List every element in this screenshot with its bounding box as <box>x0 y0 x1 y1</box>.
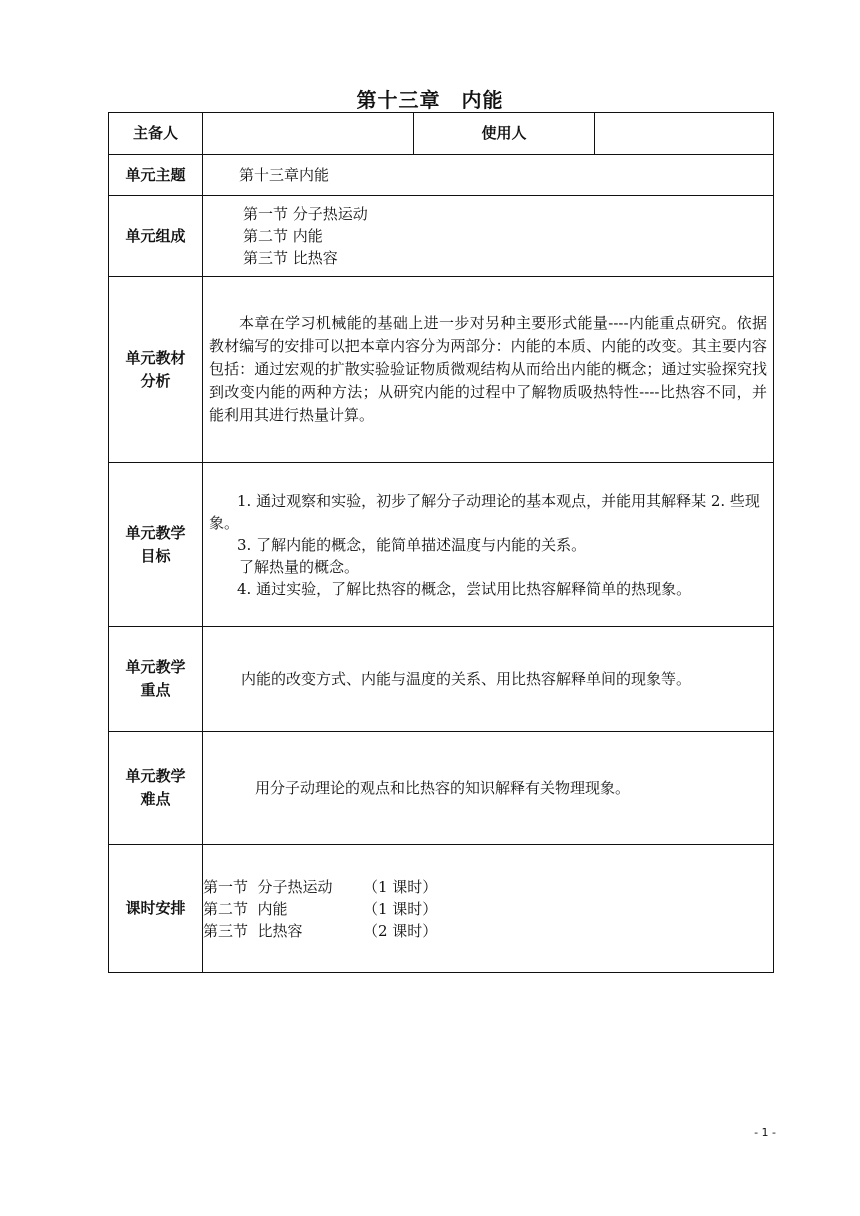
goal-line: 了解热量的概念。 <box>239 557 360 576</box>
teaching-goals-cell <box>203 463 774 627</box>
preparer-label: 主备人 <box>109 113 203 155</box>
teaching-goals-row <box>109 463 774 627</box>
schedule-label: 课时安排 <box>109 845 203 973</box>
composition-item: 第二节 内能 <box>243 227 323 245</box>
material-analysis-label <box>109 277 203 463</box>
teaching-difficulty-label-line1: 单元教学 <box>125 767 186 785</box>
teaching-difficulty-text: 用分子动理论的观点和比热容的知识解释有关物理现象。 <box>203 732 774 845</box>
schedule-item <box>203 876 773 898</box>
unit-composition-row <box>109 196 774 277</box>
material-analysis-row <box>109 277 774 463</box>
teaching-focus-label <box>109 627 203 732</box>
composition-item: 第一节 分子热运动 <box>243 205 368 223</box>
teaching-difficulty-label-line2: 难点 <box>140 790 171 808</box>
schedule-section: 第一节 分子热运动 <box>203 877 333 896</box>
schedule-section: 第三节 比热容 <box>203 921 303 940</box>
teaching-difficulty-label <box>109 732 203 845</box>
schedule-hours: （1 课时） <box>363 877 438 896</box>
teaching-focus-label-line2: 重点 <box>140 681 171 699</box>
schedule-item <box>203 920 773 942</box>
unit-theme-label: 单元主题 <box>109 155 203 196</box>
schedule-item <box>203 898 773 920</box>
schedule-hours: （1 课时） <box>363 899 438 918</box>
unit-composition-label: 单元组成 <box>109 196 203 277</box>
material-analysis-label-line1: 单元教材 <box>125 348 186 367</box>
schedule-list <box>203 845 774 973</box>
schedule-row <box>109 845 774 973</box>
material-analysis-text: 本章在学习机械能的基础上进一步对另种主要形式能量----内能重点研究。依据教材编写的安排可以把本章内容分为两部分：内能的本质、内能的改变。其主要内容包括：通过宏观的扩散实验验证物质微观结构从而给出内能的概念；通过实验探究找到改变内能的两种方法；从研究内能的过程中了解物质吸热特性----比热容不同，并能利用其进行热量计算。 <box>209 314 767 424</box>
page-number: - 1 - <box>754 1126 776 1139</box>
teaching-focus-label-line1: 单元教学 <box>125 658 186 676</box>
header-row <box>109 113 774 155</box>
teaching-goals-label-line2: 目标 <box>140 546 171 565</box>
goal-line: 1. 通过观察和实验，初步了解分子动理论的基本观点，并能用其解释某 2. 些现象。 <box>209 491 760 532</box>
goal-line: 3. 了解内能的概念，能简单描述温度与内能的关系。 <box>237 535 587 554</box>
material-analysis-label-line2: 分析 <box>140 371 171 390</box>
composition-item: 第三节 比热容 <box>243 249 338 267</box>
schedule-hours: （2 课时） <box>363 921 438 940</box>
unit-composition-list <box>203 196 774 277</box>
teaching-goals-label-line1: 单元教学 <box>125 523 186 542</box>
preparer-value <box>203 113 414 155</box>
unit-plan-table <box>108 112 774 973</box>
unit-theme-value: 第十三章内能 <box>203 155 774 196</box>
teaching-focus-text: 内能的改变方式、内能与温度的关系、用比热容解释单间的现象等。 <box>203 627 774 732</box>
goal-line: 4. 通过实验，了解比热容的概念，尝试用比热容解释简单的热现象。 <box>237 579 692 598</box>
user-label: 使用人 <box>414 113 595 155</box>
teaching-focus-row <box>109 627 774 732</box>
teaching-goals-label <box>109 463 203 627</box>
teaching-difficulty-row <box>109 732 774 845</box>
schedule-section: 第二节 内能 <box>203 899 288 918</box>
page-title: 第十三章 内能 <box>356 88 504 112</box>
user-value <box>595 113 774 155</box>
material-analysis-cell <box>203 277 774 463</box>
unit-theme-row <box>109 155 774 196</box>
